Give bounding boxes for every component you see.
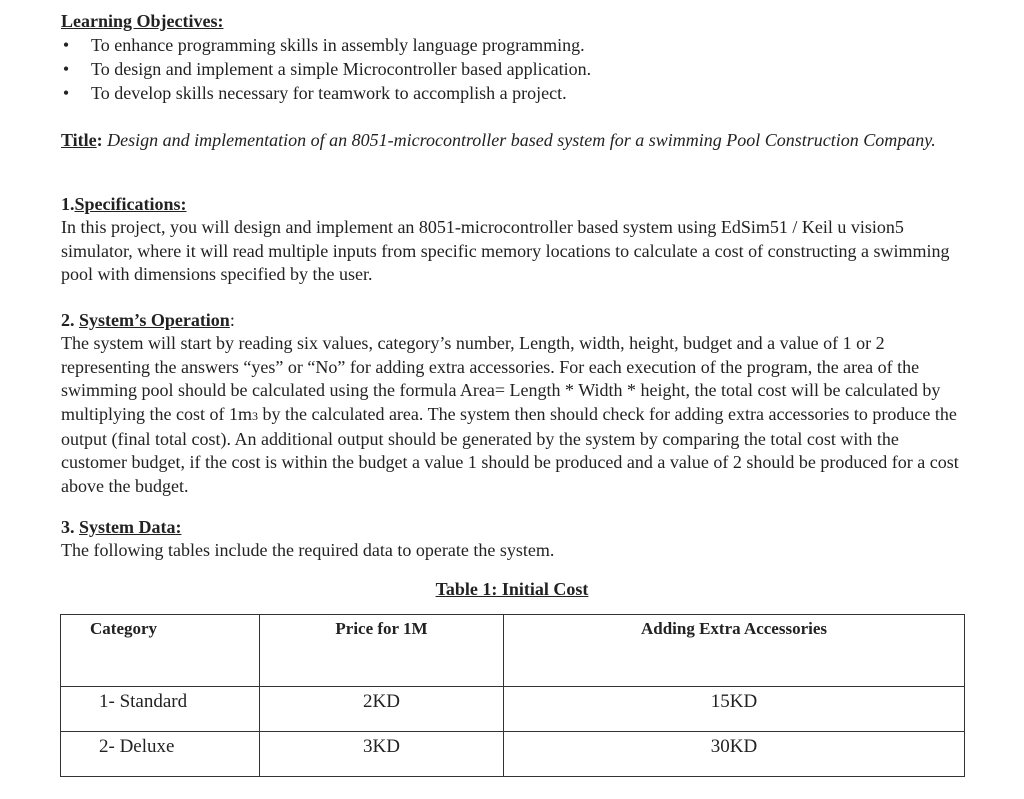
cell-accessories: 30KD: [504, 732, 965, 777]
title-section: [61, 129, 966, 152]
operation-body-part: by the calculated area. The system then should check for adding extra accessories to produce the output (final total cost). An additional output should be generated by the system by comparing the total cost with the customer budget, if the cost is within the budget a value 1 should be produced and a value of 2 should be produced for a cost above the budget.: [61, 403, 959, 496]
bullet-icon: •: [62, 35, 70, 56]
specifications-heading-line: [61, 193, 966, 216]
table-row: [61, 732, 965, 777]
cell-price: 2KD: [260, 687, 504, 732]
specifications-number: 1.: [61, 194, 75, 214]
title-colon: :: [96, 130, 103, 150]
initial-cost-table: [60, 614, 965, 777]
specifications-heading: Specifications:: [74, 194, 187, 214]
bullet-icon: •: [62, 59, 70, 80]
operation-body: [61, 332, 966, 498]
specifications-section: [61, 193, 966, 287]
title-text: Design and implementation of an 8051-microcontroller based system for a swimming Pool Construction Company.: [107, 130, 936, 150]
operation-body-superscript: 3: [252, 408, 258, 423]
objective-text: To enhance programming skills in assembly language programming.: [91, 35, 585, 56]
list-item: [61, 57, 966, 81]
title-label: Title: [61, 130, 97, 150]
system-data-heading-line: [61, 516, 966, 539]
header-category: Category: [61, 615, 260, 687]
header-accessories: Adding Extra Accessories: [504, 615, 965, 687]
operation-heading-line: [61, 309, 966, 332]
cell-accessories: 15KD: [504, 687, 965, 732]
operation-number: 2.: [61, 310, 75, 330]
table-header-row: [61, 615, 965, 687]
system-data-body: The following tables include the required data to operate the system.: [61, 540, 555, 561]
operation-heading: System’s Operation: [79, 310, 230, 330]
objective-text: To design and implement a simple Microcontroller based application.: [91, 59, 592, 80]
learning-objectives-section: [61, 10, 966, 105]
objectives-list: [61, 33, 966, 105]
specifications-body: In this project, you will design and implement an 8051-microcontroller based system using EdSim51 / Keil u vision5 simulator, where it will read multiple inputs from specific memory locations to calculate a cost of constructing a swimming pool with dimensions specified by the user.: [61, 217, 950, 285]
list-item: [61, 81, 966, 105]
table-caption: Table 1: Initial Cost: [435, 579, 589, 599]
objective-text: To develop skills necessary for teamwork to accomplish a project.: [91, 83, 567, 104]
cell-category: 2- Deluxe: [61, 732, 260, 777]
table-row: [61, 687, 965, 732]
operation-section: [61, 309, 966, 498]
learning-objectives-heading: Learning Objectives:: [61, 11, 224, 31]
header-price: Price for 1M: [260, 615, 504, 687]
system-data-number: 3.: [61, 517, 75, 537]
cell-price: 3KD: [260, 732, 504, 777]
operation-body-part: The system will start by reading six values, category’s number, Length, width, height, budget and a value of 1 or 2 representing the answers “yes” or “No” for adding extra accessories. For each execution of the program, the area of the swimming pool should be calculated using the formula Area= Length * Width * height, the total cost will be calculated by multiplying the cost of 1m: [61, 333, 941, 424]
bullet-icon: •: [62, 83, 70, 104]
system-data-heading: System Data:: [79, 517, 182, 537]
system-data-section: [61, 516, 966, 563]
list-item: [61, 33, 966, 57]
operation-colon: :: [229, 310, 235, 330]
cell-category: 1- Standard: [61, 687, 260, 732]
